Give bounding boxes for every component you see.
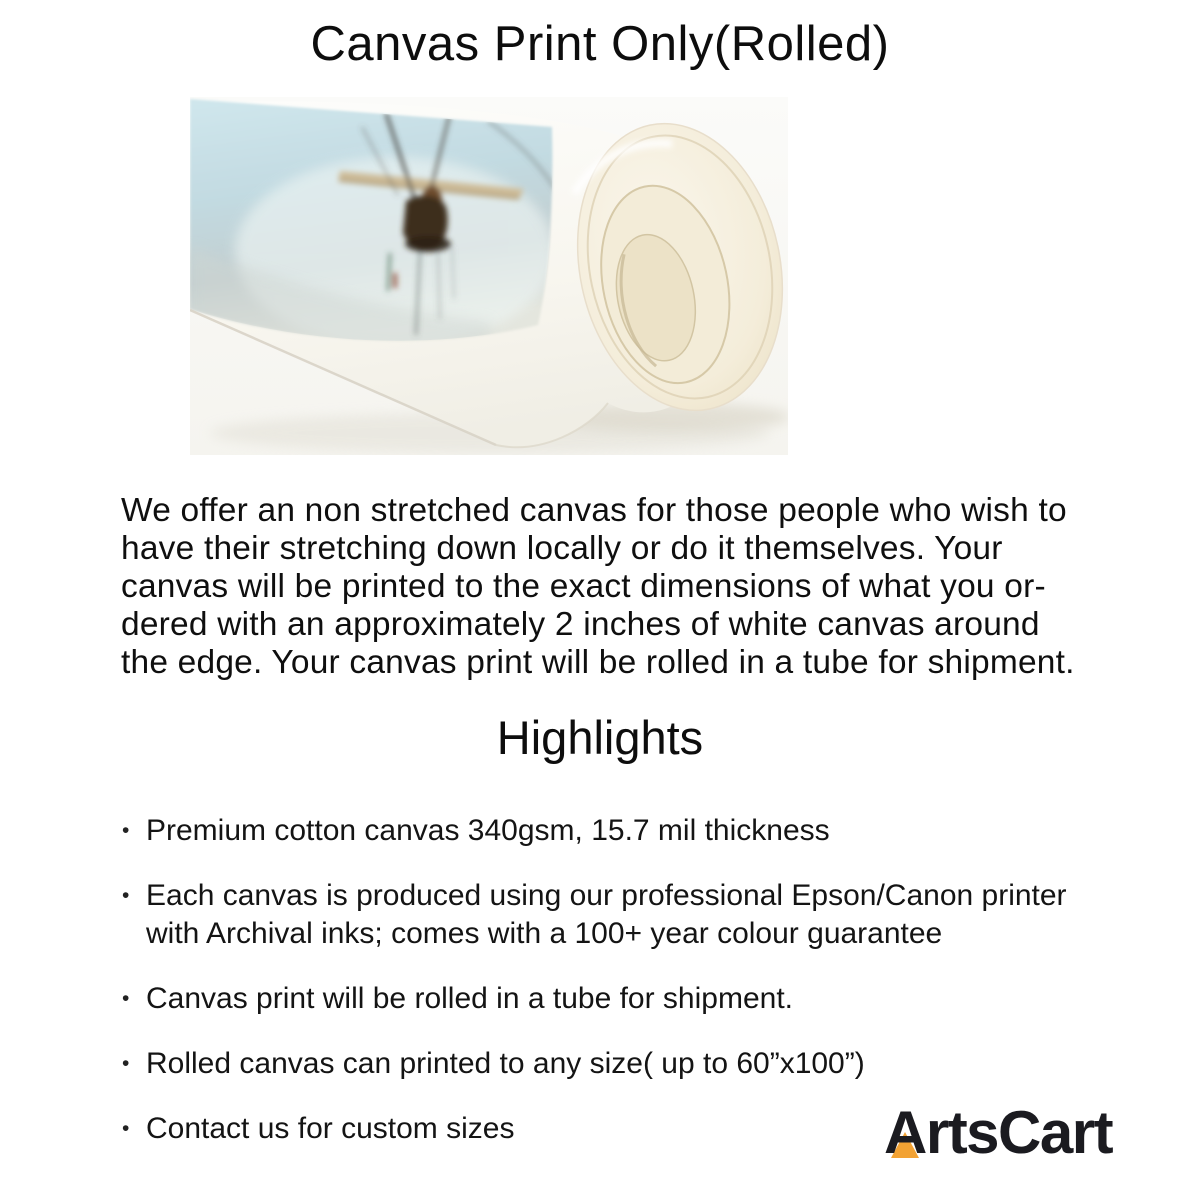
intro-line: We offer an non stretched canvas for those people who wish to (121, 492, 1067, 529)
page-title: Canvas Print Only(Rolled) (310, 17, 890, 71)
highlight-text: Premium cotton canvas 340gsm, 15.7 mil thickness (146, 814, 830, 847)
bullet-dot: • (122, 987, 130, 1010)
brand-logo-text: rtsCart (925, 1099, 1113, 1166)
highlight-text: Contact us for custom sizes (146, 1112, 515, 1145)
intro-line: canvas will be printed to the exact dimensions of what you or- (121, 568, 1046, 605)
highlight-text: Each canvas is produced using our professional Epson/Canon printer with Archival inks; comes with a 100+ year colour guarantee (146, 879, 1067, 950)
bullet-dot: • (122, 1117, 130, 1140)
intro-paragraph (121, 492, 1111, 682)
highlights-heading: Highlights (496, 711, 704, 764)
highlight-text: Canvas print will be rolled in a tube for shipment. (146, 982, 793, 1015)
highlight-item (122, 1045, 1132, 1083)
rolled-canvas-illustration (190, 97, 788, 455)
bullet-dot: • (122, 819, 130, 842)
intro-line: have their stretching down locally or do it themselves. Your (121, 530, 1003, 567)
highlight-item (122, 877, 1132, 953)
rolled-canvas-photo (190, 97, 788, 455)
highlight-item (122, 980, 1132, 1018)
brand-logo (884, 1098, 1112, 1167)
bullet-dot: • (122, 1052, 130, 1075)
intro-line: dered with an approximately 2 inches of white canvas around (121, 606, 1040, 643)
intro-line: the edge. Your canvas print will be rolled in a tube for shipment. (121, 644, 1075, 681)
brand-logo-initial-with-triangle-icon: A (884, 1099, 926, 1166)
bullet-dot: • (122, 884, 130, 907)
highlight-item (122, 812, 1132, 850)
highlight-text: Rolled canvas can printed to any size( up to 60”x100”) (146, 1047, 865, 1080)
